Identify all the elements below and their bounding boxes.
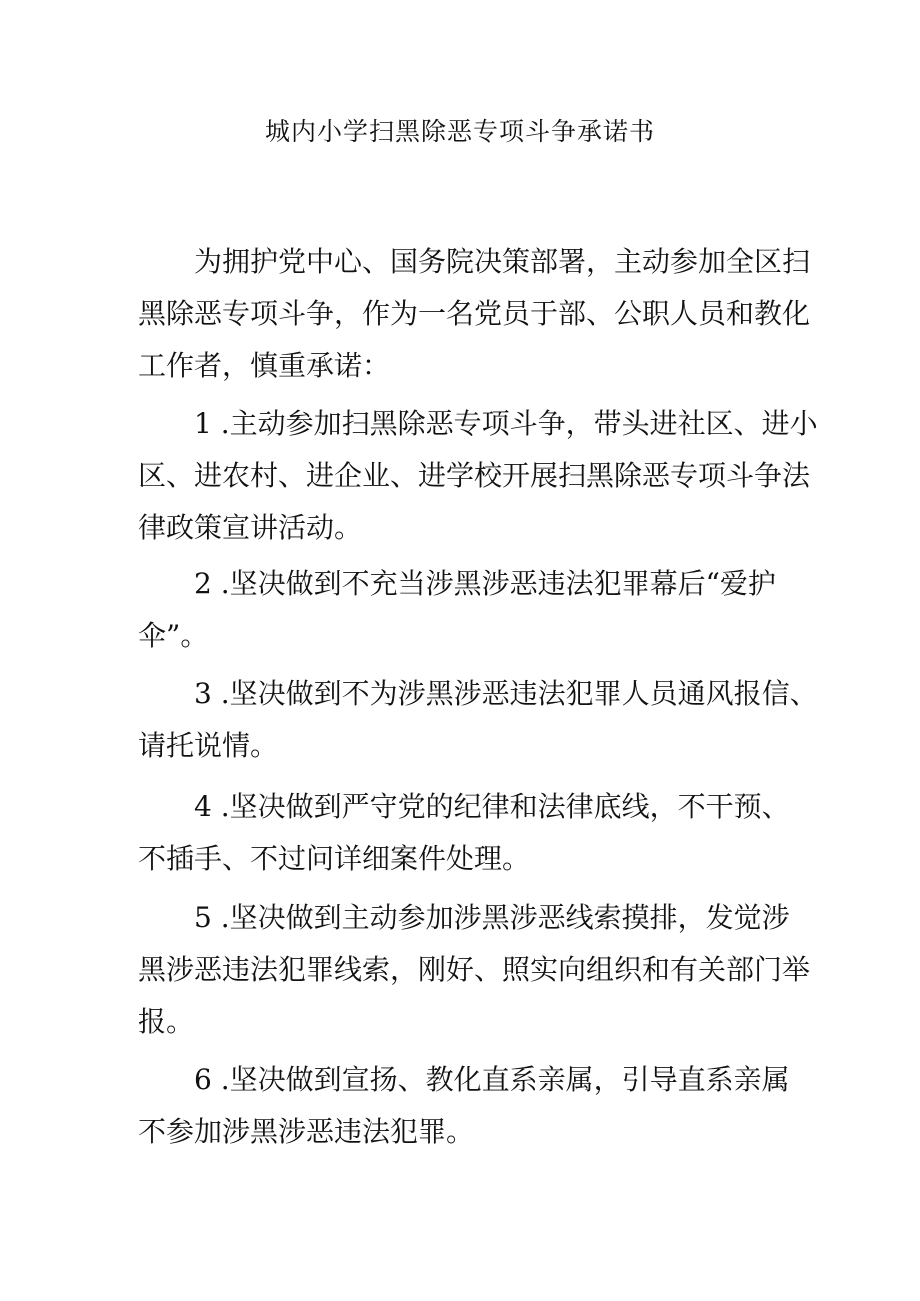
intro-line: 为拥护党中心、国务院决策部署，主动参加全区扫 xyxy=(194,245,811,278)
commitment-item-5 xyxy=(138,892,811,1048)
commitment-item-3 xyxy=(138,668,818,772)
item-line: 黑涉恶违法犯罪线索，刚好、照实向组织和有关部门举 xyxy=(138,953,811,986)
item-line: 律政策宣讲活动。 xyxy=(138,511,363,544)
commitment-item-1 xyxy=(138,398,818,554)
item-line: 不参加涉黑涉恶违法犯罪。 xyxy=(138,1115,475,1148)
intro-line: 黑除恶专项斗争，作为一名党员于部、公职人员和教化 xyxy=(138,297,811,330)
intro-paragraph xyxy=(138,236,811,392)
item-line: 5 .坚决做到主动参加涉黑涉恶线索摸排，发觉涉 xyxy=(194,901,790,934)
commitment-item-2 xyxy=(138,558,798,662)
commitment-item-4 xyxy=(138,781,798,885)
item-line: 6 .坚决做到宣扬、教化直系亲属，引导直系亲属 xyxy=(194,1063,790,1096)
item-line: 请托说情。 xyxy=(138,729,279,762)
item-line: 1 .主动参加扫黑除恶专项斗争，带头进社区、进小 xyxy=(194,407,818,440)
item-line: 伞”。 xyxy=(138,619,209,652)
intro-line: 工作者，慎重承诺： xyxy=(138,349,391,382)
item-line: 2 .坚决做到不充当涉黑涉恶违法犯罪幕后“爱护 xyxy=(194,567,776,600)
item-line: 4 .坚决做到严守党的纪律和法律底线，不干预、 xyxy=(194,790,790,823)
item-line: 3 .坚决做到不为涉黑涉恶违法犯罪人员通风报信、 xyxy=(194,677,818,710)
item-line: 区、进农村、进企业、进学校开展扫黑除恶专项斗争法 xyxy=(138,459,811,492)
commitment-item-6 xyxy=(138,1054,798,1158)
item-line: 报。 xyxy=(138,1005,195,1038)
item-line: 不插手、不过问详细案件处理。 xyxy=(138,842,531,875)
document-title: 城内小学扫黑除恶专项斗争承诺书 xyxy=(264,117,655,146)
